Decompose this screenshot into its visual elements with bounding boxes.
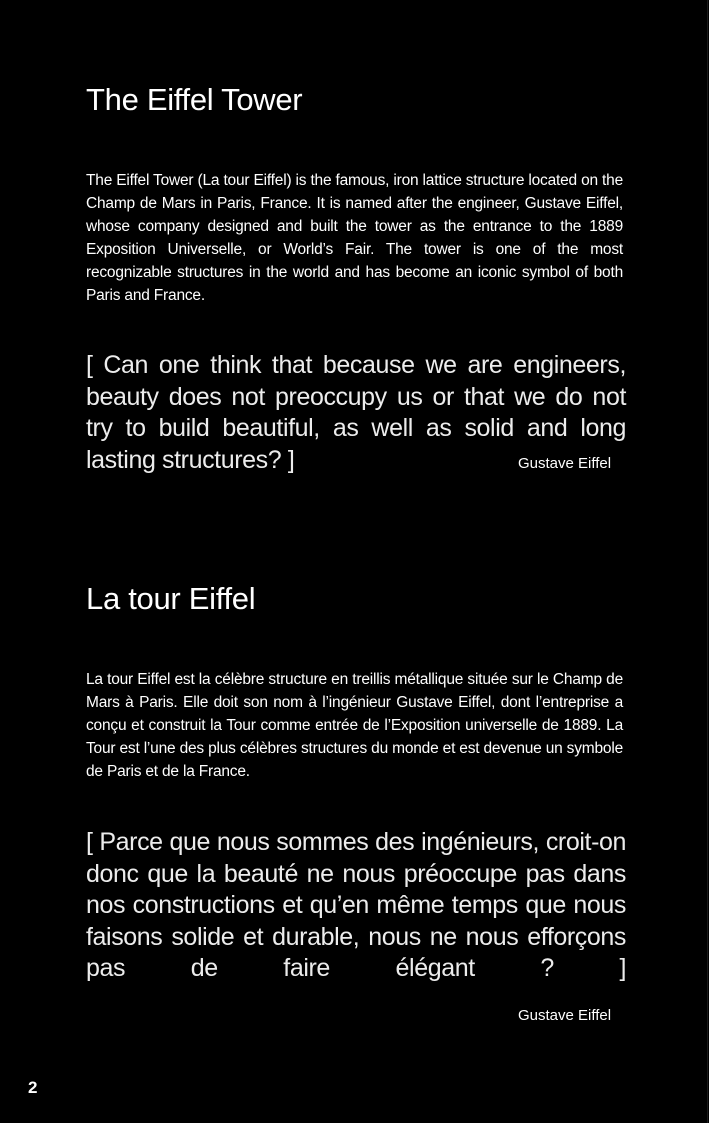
section-body-french: La tour Eiffel est la célèbre structure en treillis métallique située sur le Champ de Mars à Paris. Elle doit son nom à l’ingénieur Gustave Eiffel, dont l’entreprise a conçu et construit la Tour comme entrée de l’Exposition universelle de 1889. La Tour est l’une des plus célèbres structures du monde et est devenue un symbole de Paris et de la France. bbox=[86, 671, 623, 780]
page-edge-divider bbox=[707, 0, 708, 1123]
quote-french: [ Parce que nous sommes des ingénieurs, croit-on donc que la beauté ne nous préoccupe pas dans nos constructions et qu’en même temps que nous faisons solide et durable, nous ne nous efforçons pas de faire élégant ? ] bbox=[86, 828, 626, 982]
quote-author-english: Gustave Eiffel bbox=[518, 455, 612, 472]
quote-author-french: Gustave Eiffel bbox=[518, 1007, 612, 1024]
section-title-english: The Eiffel Tower bbox=[86, 82, 303, 117]
quote-english: [ Can one think that because we are engineers, beauty does not preoccupy us or that we do not try to build beautiful, as well as solid and long lasting structures? ] bbox=[86, 351, 626, 474]
section-title-french: La tour Eiffel bbox=[86, 581, 256, 616]
section-body-english: The Eiffel Tower (La tour Eiffel) is the famous, iron lattice structure located on the Champ de Mars in Paris, France. It is named after the engineer, Gustave Eiffel, whose company designed and built the tower as the entrance to the 1889 Exposition Universelle, or World’s Fair. The tower is one of the most recognizable structures in the world and has become an iconic symbol of both Paris and France. bbox=[86, 172, 623, 304]
page-number: 2 bbox=[28, 1078, 38, 1097]
